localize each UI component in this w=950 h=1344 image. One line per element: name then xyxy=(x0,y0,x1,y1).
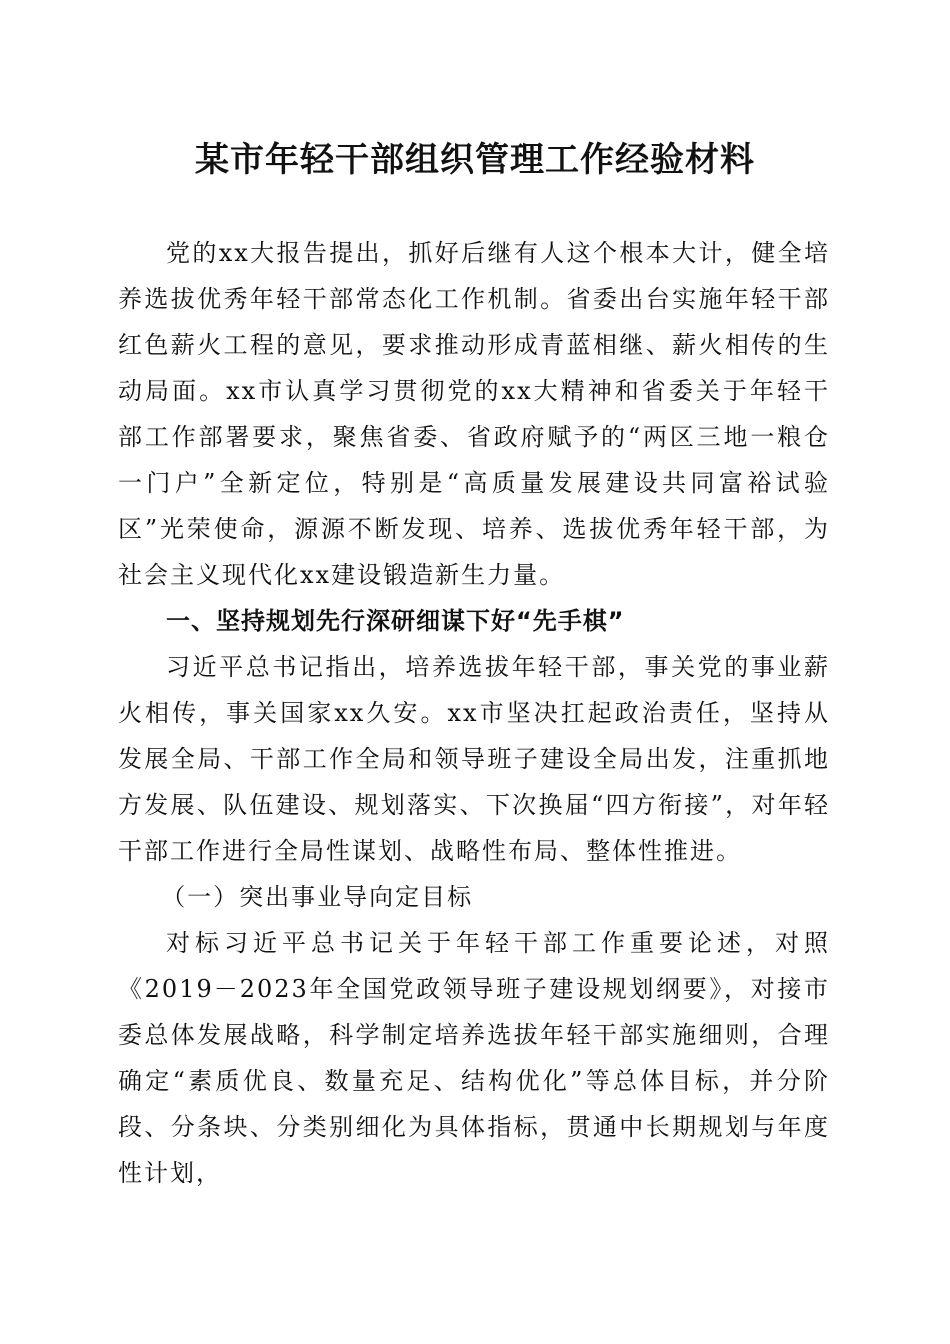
section-1-paragraph: 习近平总书记指出，培养选拔年轻干部，事关党的事业薪火相传，事关国家xx久安。xx市坚决扛起政治责任，坚持从发展全局、干部工作全局和领导班子建设全局出发，注重抓地方发展、队伍建设、规划落实、下次换届“四方衔接”，对年轻干部工作进行全局性谋划、战略性布局、整体性推进。 xyxy=(118,653,830,865)
document-title: 某市年轻干部组织管理工作经验材料 xyxy=(195,140,755,180)
subsection-1-paragraph: 对标习近平总书记关于年轻干部工作重要论述，对照《2019－2023年全国党政领导班子建设规划纲要》，对接市委总体发展战略，科学制定培养选拔年轻干部实施细则，合理确定“素质优良、数量充足、结构优化”等总体目标，并分阶段、分条块、分类别细化为具体指标，贯通中长期规划与年度性计划， xyxy=(118,929,830,1187)
document-body xyxy=(118,230,830,1196)
subsection-heading-1: （一）突出事业导向定目标 xyxy=(161,883,474,911)
section-heading-1: 一、坚持规划先行深研细谋下好“先手棋” xyxy=(166,607,625,635)
intro-paragraph: 党的xx大报告提出，抓好后继有人这个根本大计，健全培养选拔优秀年轻干部常态化工作机制。省委出台实施年轻干部红色薪火工程的意见，要求推动形成青蓝相继、薪火相传的生动局面。xx市认真学习贯彻党的xx大精神和省委关于年轻干部工作部署要求，聚焦省委、省政府赋予的“两区三地一粮仓一门户”全新定位，特别是“高质量发展建设共同富裕试验区”光荣使命，源源不断发现、培养、选拔优秀年轻干部，为社会主义现代化xx建设锻造新生力量。 xyxy=(118,239,830,589)
